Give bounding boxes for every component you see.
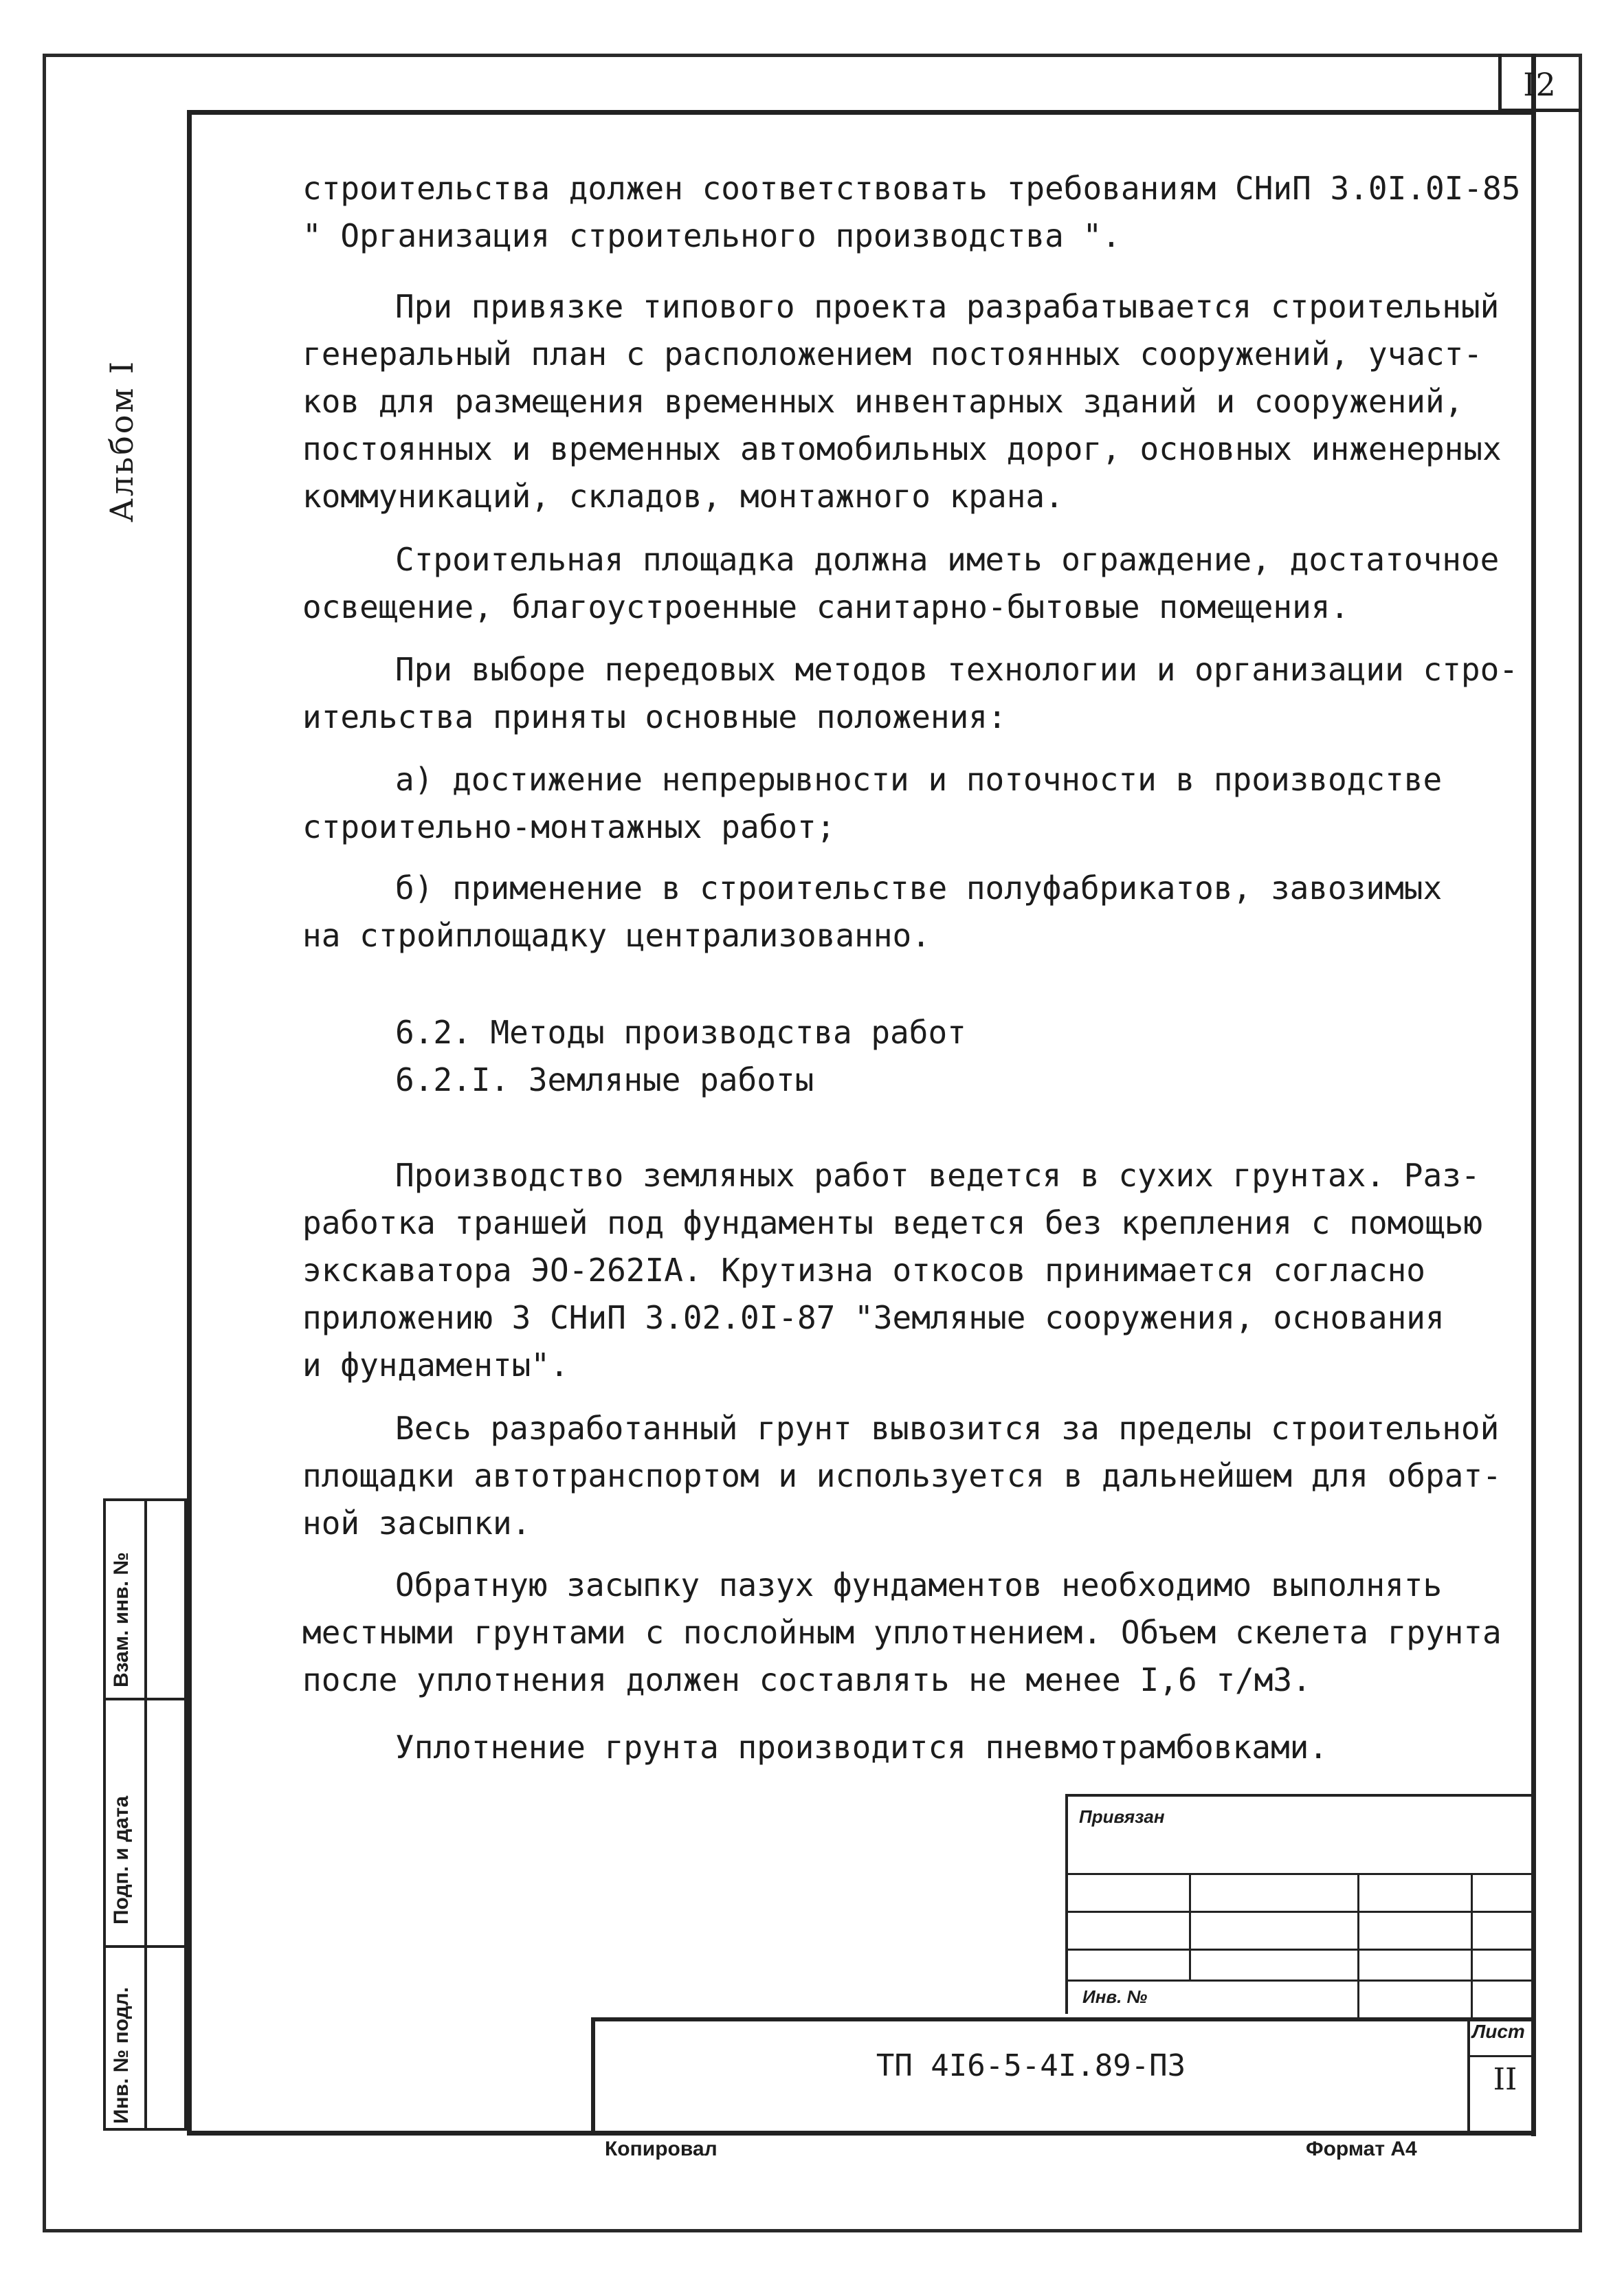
text-line: а) достижение непрерывности и поточности в производстве <box>395 761 1443 798</box>
section-headings <box>302 1009 1526 1104</box>
text-line: площадки автотранспортом и используется в дальнейшем для обрат- <box>302 1457 1502 1494</box>
format-label: Формат А4 <box>1306 2138 1417 2160</box>
title-block-row <box>1065 1873 1536 1875</box>
title-block-col <box>1357 1873 1359 2017</box>
paragraph-soil-removal <box>302 1405 1526 1547</box>
text-line: строительно-монтажных работ; <box>302 808 836 845</box>
paragraph-backfill <box>302 1562 1526 1704</box>
text-line: При привязке типового проекта разрабатывается строительный <box>395 288 1500 325</box>
inv-no-label: Инв. № <box>1082 1986 1148 2007</box>
text-line: б) применение в строительстве полуфабрикатов, завозимых <box>395 869 1443 907</box>
text-line: Производство земляных работ ведется в сухих грунтах. Раз- <box>395 1157 1480 1194</box>
privyazan-label: Привязан <box>1079 1806 1165 1827</box>
document-code: ТП 4I6-5-4I.89-ПЗ <box>876 2048 1186 2083</box>
text-line: освещение, благоустроенные санитарно-бытовые помещения. <box>302 588 1350 625</box>
sheet-label: Лист <box>1472 2021 1525 2042</box>
text-line: и фундаменты". <box>302 1346 569 1384</box>
sheet-box-divider <box>1467 2055 1536 2057</box>
paragraph-snip-reference <box>302 165 1526 260</box>
text-line: приложению 3 СНиП 3.02.0I-87 "Земляные сооружения, основания <box>302 1299 1445 1336</box>
title-block-row <box>1065 1949 1536 1951</box>
paragraph-earthworks <box>302 1152 1526 1389</box>
text-line: Уплотнение грунта производится пневмотрамбовками. <box>395 1729 1328 1766</box>
paragraph-compaction <box>302 1724 1526 1771</box>
text-line: генеральный план с расположением постоянных сооружений, участ- <box>302 335 1483 373</box>
subsection-heading: 6.2.I. Земляные работы <box>395 1061 814 1098</box>
text-line: постоянных и временных автомобильных дорог, основных инженерных <box>302 430 1502 467</box>
paragraph-methods <box>302 646 1526 741</box>
side-stamp-divider <box>144 1498 147 2131</box>
side-stamp-separator <box>103 1945 187 1948</box>
sheet-number-bottom: II <box>1493 2062 1517 2097</box>
text-line: При выборе передовых методов технологии и организации стро- <box>395 651 1518 688</box>
text-line: местными грунтами с послойным уплотнением. Объем скелета грунта <box>302 1614 1502 1651</box>
list-item-b <box>302 865 1526 960</box>
text-line: ков для размещения временных инвентарных зданий и сооружений, <box>302 383 1464 420</box>
text-line: строительства должен соответствовать требованиям СНиП 3.0I.0I-85 <box>302 170 1521 207</box>
text-line: экскаватора ЭО-262IА. Крутизна откосов принимается согласно <box>302 1252 1425 1289</box>
section-heading: 6.2. Методы производства работ <box>395 1014 966 1051</box>
album-label: Альбом I <box>103 359 140 522</box>
text-line: коммуникаций, складов, монтажного крана. <box>302 478 1064 515</box>
paragraph-general-plan <box>302 283 1526 520</box>
title-block-col <box>1471 1873 1473 2017</box>
side-stamp-separator <box>103 1698 187 1700</box>
text-line: на стройплощадку централизованно. <box>302 917 931 954</box>
stamp-inv-podl: Инв. № подл. <box>110 1986 133 2124</box>
copied-label: Копировал <box>605 2138 718 2160</box>
title-block-row <box>1065 1980 1536 1982</box>
sheet-number: I2 <box>1523 66 1556 103</box>
title-block-row <box>1065 1911 1536 1913</box>
list-item-a <box>302 756 1526 851</box>
text-line: ной засыпки. <box>302 1505 531 1542</box>
text-line: " Организация строительного производства ". <box>302 217 1121 254</box>
text-line: Весь разработанный грунт вывозится за пределы строительной <box>395 1410 1500 1447</box>
title-block-col <box>1189 1873 1191 1980</box>
text-line: после уплотнения должен составлять не менее I,6 т/м3. <box>302 1661 1311 1698</box>
text-line: работка траншей под фундаменты ведется без крепления с помощью <box>302 1204 1483 1241</box>
stamp-podp-data: Подп. и дата <box>110 1795 133 1925</box>
text-line: ительства приняты основные положения: <box>302 698 1007 735</box>
stamp-vzam-inv: Взам. инв. № <box>110 1552 133 1687</box>
text-line: Строительная площадка должна иметь ограждение, достаточное <box>395 541 1500 578</box>
paragraph-site-fencing <box>302 536 1526 631</box>
text-line: Обратную засыпку пазух фундаментов необходимо выполнять <box>395 1566 1443 1604</box>
